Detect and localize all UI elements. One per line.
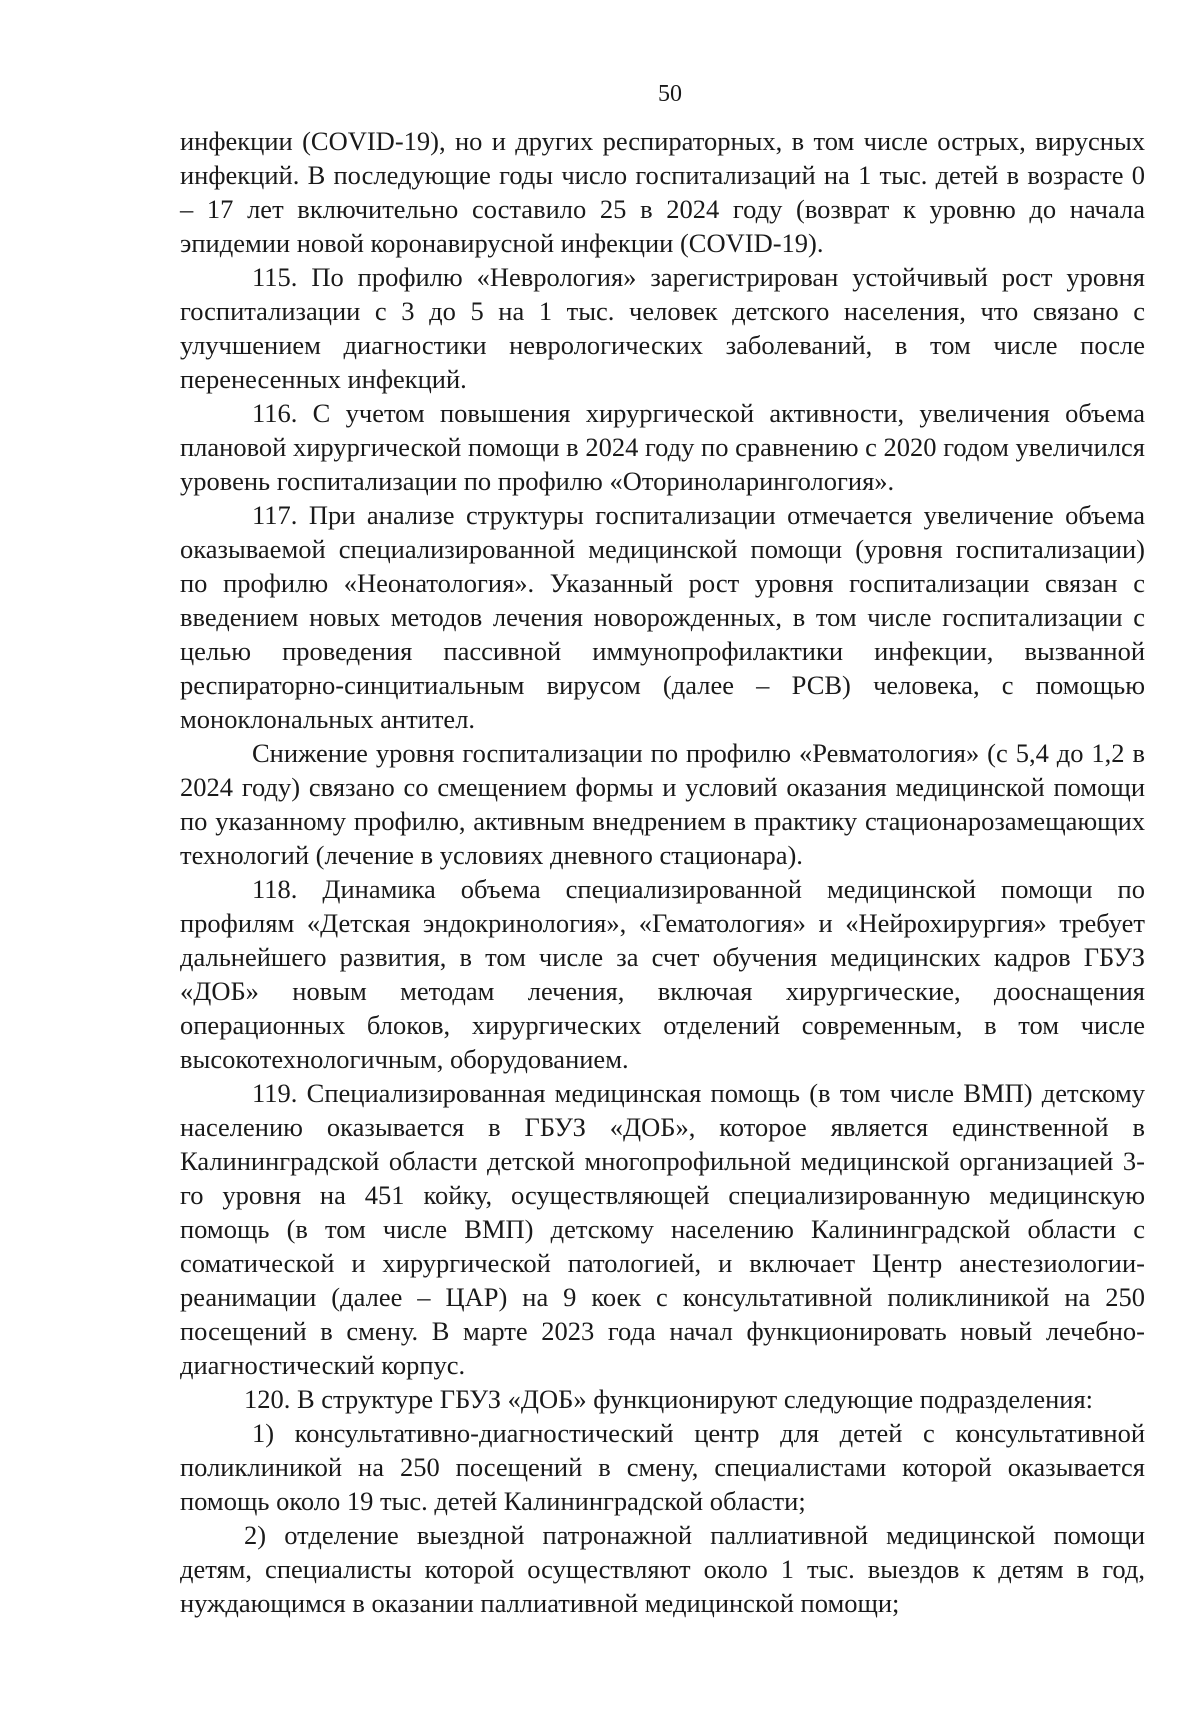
paragraph-117-rheumatology: Снижение уровня госпитализации по профилю «Ревматология» (с 5,4 до 1,2 в 2024 году) связано со смещением формы и условий оказания медицинской помощи по указанному профилю, активным внедрением в практику стационарозамещающих технологий (лечение в условиях дневного стационара). — [180, 738, 1145, 870]
paragraph-116: 116. С учетом повышения хирургической активности, увеличения объема плановой хирургической помощи в 2024 году по сравнению с 2020 годом увеличился уровень госпитализации по профилю «Оториноларингология». — [180, 398, 1145, 496]
paragraph-continued: инфекции (COVID-19), но и других респираторных, в том числе острых, вирусных инфекций. В последующие годы число госпитализаций на 1 тыс. детей в возрасте 0 – 17 лет включительно составило 25 в 2024 году (возврат к уровню до начала эпидемии новой коронавирусной инфекции (COVID-19). — [180, 126, 1145, 258]
list-item-120-2: 2) отделение выездной патронажной паллиативной медицинской помощи детям, специалисты которой осуществляют около 1 тыс. выездов к детям в год, нуждающимся в оказании паллиативной медицинской помощи; — [180, 1520, 1145, 1618]
paragraph-117: 117. При анализе структуры госпитализации отмечается увеличение объема оказываемой специализированной медицинской помощи (уровня госпитализации) по профилю «Неонатология». Указанный рост уровня госпитализации связан с введением новых методов лечения новорожденных, в том числе госпитализации с целью проведения пассивной иммунопрофилактики инфекции, вызванной респираторно-синцитиальным вирусом (далее – РСВ) человека, с помощью моноклональных антител. — [180, 500, 1145, 734]
paragraph-120: 120. В структуре ГБУЗ «ДОБ» функционируют следующие подразделения: — [244, 1384, 1094, 1414]
document-body — [180, 124, 1145, 1620]
paragraph-115: 115. По профилю «Неврология» зарегистрирован устойчивый рост уровня госпитализации с 3 до 5 на 1 тыс. человек детского населения, что связано с улучшением диагностики неврологических заболеваний, в том числе после перенесенных инфекций. — [180, 262, 1145, 394]
list-item-120-1: 1) консультативно-диагностический центр для детей с консультативной поликлиникой на 250 посещений в смену, специалистами которой оказывается помощь около 19 тыс. детей Калининградской области; — [180, 1418, 1145, 1516]
paragraph-119: 119. Специализированная медицинская помощь (в том числе ВМП) детскому населению оказывается в ГБУЗ «ДОБ», которое является единственной в Калининградской области детской многопрофильной медицинской организацией 3-го уровня на 451 койку, осуществляющей специализированную медицинскую помощь (в том числе ВМП) детскому населению Калининградской области с соматической и хирургической патологией, и включает Центр анестезиологии-реанимации (далее – ЦАР) на 9 коек с консультативной поликлиникой на 250 посещений в смену. В марте 2023 года начал функционировать новый лечебно-диагностический корпус. — [180, 1078, 1145, 1380]
page-number: 50 — [658, 81, 682, 107]
paragraph-118: 118. Динамика объема специализированной медицинской помощи по профилям «Детская эндокринология», «Гематология» и «Нейрохирургия» требует дальнейшего развития, в том числе за счет обучения медицинских кадров ГБУЗ «ДОБ» новым методам лечения, включая хирургические, дооснащения операционных блоков, хирургических отделений современным, в том числе высокотехнологичным, оборудованием. — [180, 874, 1145, 1074]
